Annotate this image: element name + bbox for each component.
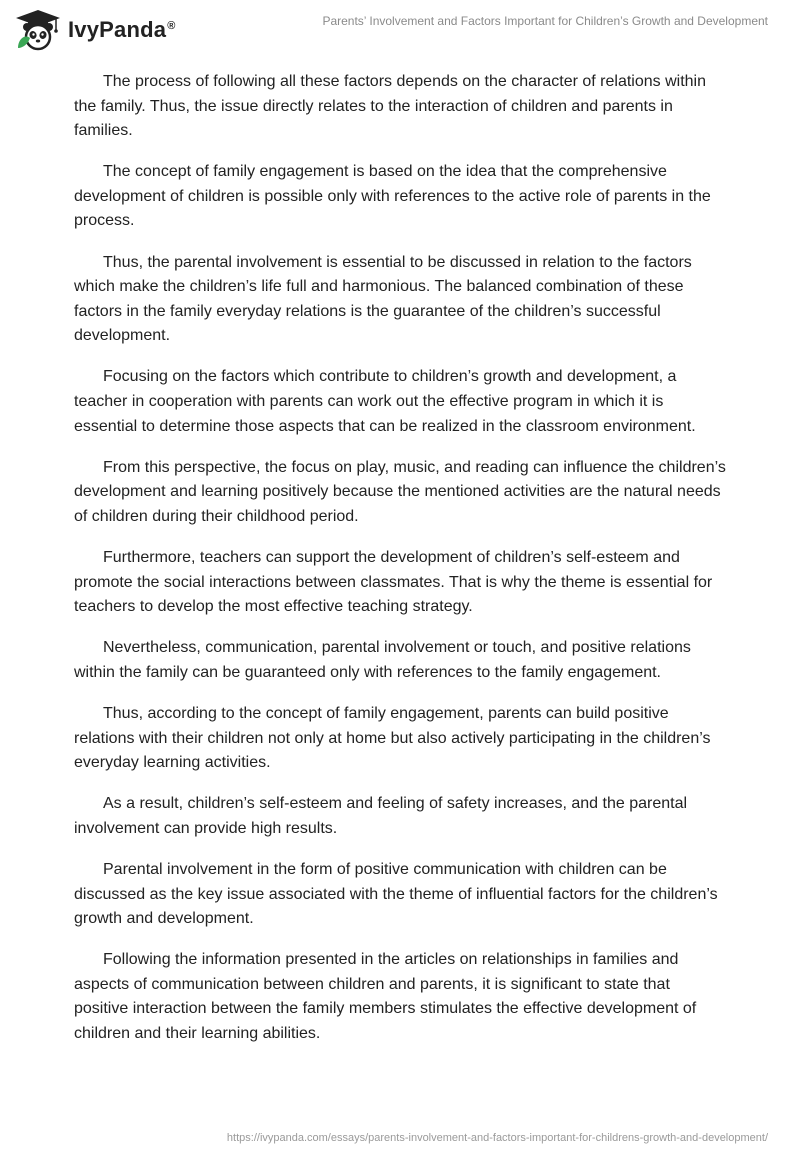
paragraph: The process of following all these factors depends on the character of relations within the family. Thus, the issue directly relates to the interaction of children and parents in families.	[74, 73, 706, 140]
paragraph: As a result, children’s self-esteem and feeling of safety increases, and the parental involvement can provide high results.	[74, 795, 688, 837]
brand-logo[interactable]	[14, 8, 176, 52]
paragraph: Focusing on the factors which contribute to children’s growth and development, a teacher in cooperation with parents can work out the effective program in which it is essential to determine those aspects that can be realized in the classroom environment.	[74, 368, 696, 435]
panda-logo-icon	[14, 8, 62, 52]
paragraph: Thus, the parental involvement is essential to be discussed in relation to the factors which make the children’s life full and harmonious. The balanced combination of these factors in the family everyday relations is the guarantee of the children’s successful development.	[74, 253, 692, 345]
paragraph: Parental involvement in the form of positive communication with children can be discussed as the key issue associated with the theme of influential factors for the children’s growth and development.	[74, 860, 718, 928]
registered-mark: ®	[167, 19, 176, 32]
paragraph: Following the information presented in the articles on relationships in families and aspects of communication between children and parents, it is significant to state that positive interaction between the family members stimulates the effective development of children and their learning abilities.	[74, 951, 697, 1042]
paragraph: Thus, according to the concept of family engagement, parents can build positive relations with their children not only at home but also actively participating in the children’s everyday learning activities.	[74, 704, 711, 772]
document-title: Parents’ Involvement and Factors Important for Children’s Growth and Development	[322, 14, 768, 28]
essay-body	[74, 70, 726, 1063]
brand-name: IvyPanda®	[68, 17, 176, 42]
source-url-link[interactable]: https://ivypanda.com/essays/parents-involvement-and-factors-important-for-childrens-growth-and-development/	[226, 1132, 768, 1144]
page-header	[0, 0, 800, 60]
paragraph: Nevertheless, communication, parental involvement or touch, and positive relations within the family can be guaranteed only with references to the family engagement.	[74, 639, 691, 681]
paragraph: The concept of family engagement is based on the idea that the comprehensive development of children is possible only with references to the active role of parents in the process.	[74, 163, 711, 230]
paragraph: From this perspective, the focus on play, music, and reading can influence the children’s development and learning positively because the mentioned activities are the natural needs of children during their childhood period.	[74, 458, 726, 525]
paragraph: Furthermore, teachers can support the development of children’s self-esteem and promote the social interactions between classmates. That is why the theme is essential for teachers to develop the most effective teaching strategy.	[74, 549, 713, 616]
